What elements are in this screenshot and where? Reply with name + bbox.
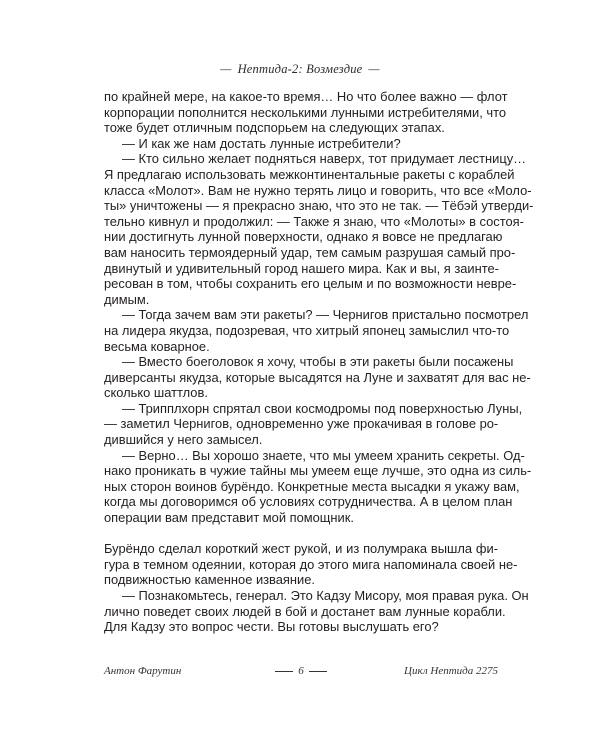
text-line: корпорации пополнится несколькими лунными истребителями, что [104, 104, 507, 120]
text-line: — Вместо боеголовок я хочу, чтобы в эти ракеты были посажены [122, 354, 514, 370]
text-line: когда мы договоримся об условиях сотрудничества. А в целом план [104, 494, 513, 510]
footer-series: Цикл Нептида 2275 [404, 665, 498, 677]
text-line: — Познакомьтесь, генерал. Это Кадзу Мисору, моя правая рука. Он [122, 588, 529, 603]
text-line: подвижностью каменное изваяние. [104, 572, 315, 588]
text-line: дившийся у него замысел. [104, 432, 263, 448]
text-line: на лидера якудза, подозревая, что хитрый японец замыслил что-то [104, 322, 510, 338]
text-line: нако проникать в чужие тайны мы умеем еще лучше, это одна из силь- [104, 463, 532, 479]
text-line: ных сторон воинов бурёндо. Конкретные места высадки я укажу вам, [104, 478, 520, 494]
text-line: гура в темном одеянии, которая до этого мига напоминала своей не- [104, 556, 518, 572]
text-line: операции вам представит мой помощник. [104, 510, 354, 526]
text-line: ресован в том, чтобы сохранить его целым и по возможности невре- [104, 276, 517, 292]
text-line: — Трипплхорн спрятал свои космодромы под поверхностью Луны, [122, 400, 523, 416]
text-line: Я предлагаю использовать межконтинентальные ракеты с кораблей [104, 166, 515, 182]
page-number-right-rule [309, 671, 327, 672]
text-line: нии достигнуть лунной поверхности, однако я вовсе не предлагаю [104, 229, 503, 245]
text-line: диверсанты якудза, которые высадятся на Луне и захватят для вас не- [104, 369, 531, 385]
text-line: Для Кадзу это вопрос чести. Вы готовы выслушать его? [104, 619, 439, 635]
running-head-title: Нептида-2: Возмездие [237, 62, 363, 76]
body-text [104, 89, 534, 635]
footer-author: Антон Фарутин [104, 665, 182, 677]
running-head [0, 62, 600, 77]
text-line: двинутый и удивительный город нашего мира. Как и вы, я заинте- [104, 260, 499, 276]
text-line: сколько шаттлов. [104, 385, 208, 401]
page-footer [104, 665, 498, 681]
page-number-left-rule [275, 671, 293, 672]
running-head-left-dash: — [220, 62, 232, 76]
text-line: — заметил Чернигов, одновременно уже прокачивая в голове ро- [104, 416, 499, 432]
section-break [104, 526, 498, 542]
text-line: димым. [104, 291, 150, 307]
text-line: ты» уничтожены — я прекрасно знаю, что это не так. — Тёбэй утверди- [104, 198, 534, 214]
text-line: тельно кивнул и продолжил: — Также я знаю, что «Молоты» в состоя- [104, 213, 524, 229]
text-line: — Верно… Вы хорошо знаете, что мы умеем хранить секреты. Од- [122, 447, 525, 463]
text-line: по крайней мере, на какое-то время… Но что более важно — флот [104, 89, 508, 104]
page-number: 6 [298, 665, 304, 677]
text-line: — Кто сильно желает подняться наверх, тот придумает лестницу… [122, 151, 527, 167]
text-line: весьма коварное. [104, 338, 210, 354]
text-line: класса «Молот». Вам не нужно терять лицо и говорить, что все «Моло- [104, 182, 532, 198]
text-line: Бурёндо сделал короткий жест рукой, и из полумрака вышла фи- [104, 541, 498, 557]
text-line: — Тогда зачем вам эти ракеты? — Чернигов пристально посмотрел [122, 307, 529, 323]
running-head-right-dash: — [368, 62, 380, 76]
text-line: лично поведет своих людей в бой и достанет вам лунные корабли. [104, 603, 506, 619]
text-line: тоже будет отличным подспорьем на следующих этапах. [104, 120, 445, 136]
text-line: — И как же нам достать лунные истребители? [122, 135, 401, 151]
text-line: вам наносить термоядерный удар, тем самым разрушая самый про- [104, 244, 516, 260]
